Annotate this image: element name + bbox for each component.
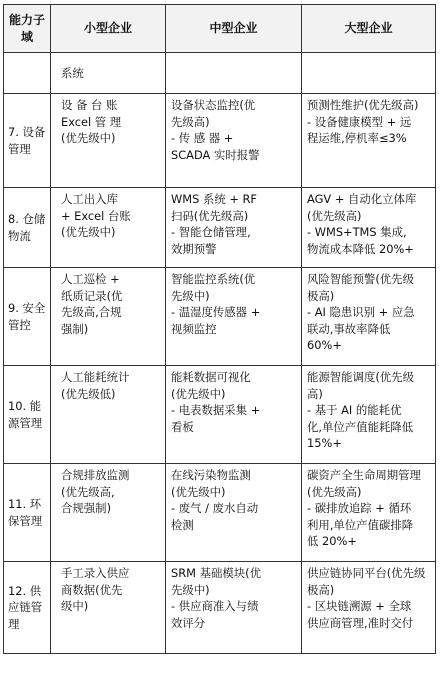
cell-line: 强制) xyxy=(61,321,89,336)
cell-line: 检测 xyxy=(171,517,194,532)
cell-line: (优先级中) xyxy=(61,131,116,146)
cell-line: - 基于 AI 的能耗优 xyxy=(307,403,402,418)
cell-line: - 温湿度传感器 + xyxy=(171,305,261,320)
cell-line: - 碳排放追踪 + 循环 xyxy=(307,501,412,516)
cell-line: 在线污染物监测 xyxy=(171,468,251,482)
small-cell xyxy=(51,94,166,188)
medium-cell xyxy=(166,366,302,464)
header-small: 小型企业 xyxy=(51,5,166,53)
cell-line: AGV + 自动化立体库 xyxy=(307,192,417,206)
table-row-continuation xyxy=(4,53,436,94)
cell-line: (优先级高, xyxy=(61,484,115,499)
medium-cell xyxy=(166,562,302,654)
large-cell xyxy=(302,464,436,562)
header-area: 能力子域 xyxy=(4,5,51,53)
cell-line: 联动,事故率降低 xyxy=(307,321,391,336)
table-row xyxy=(4,94,436,188)
area-cell xyxy=(4,53,51,94)
cell-line: 碳资产全生命周期管理 xyxy=(307,468,421,482)
medium-cell xyxy=(166,464,302,562)
cell-line: 视频监控 xyxy=(171,321,217,336)
small-cell xyxy=(51,53,166,94)
cell-line: 利用,单位产值碳排降 xyxy=(307,517,414,532)
cell-line: 效评分 xyxy=(171,615,206,630)
table-row xyxy=(4,464,436,562)
cell-line: 级中) xyxy=(61,599,89,614)
cell-line: Excel 管 理 xyxy=(61,114,122,129)
cell-line: 极高) xyxy=(307,582,335,597)
area-cell: 9. 安全管控 xyxy=(4,268,51,366)
cell-line: 能耗数据可视化 xyxy=(171,370,251,384)
large-cell xyxy=(302,366,436,464)
cell-line: 人工巡检 + xyxy=(61,272,120,286)
small-cell xyxy=(51,562,166,654)
large-cell xyxy=(302,188,436,268)
small-cell xyxy=(51,188,166,268)
cell-line: 供应链协同平台(优先级 xyxy=(307,566,426,580)
cell-line: 预测性维护(优先级高) xyxy=(307,98,419,112)
cell-line: 极高) xyxy=(307,288,335,303)
cell-line: 看板 xyxy=(171,419,194,434)
cell-line: 人工出入库 xyxy=(61,192,118,206)
cell-line: 高) xyxy=(307,386,323,401)
area-cell: 7. 设备管理 xyxy=(4,94,51,188)
table-row xyxy=(4,562,436,654)
cell-line: - AI 隐患识别 + 应急 xyxy=(307,305,415,320)
medium-cell xyxy=(166,188,302,268)
medium-cell xyxy=(166,53,302,94)
header-large: 大型企业 xyxy=(302,5,436,53)
cell-line: 智能监控系统(优 xyxy=(171,272,256,286)
cell-line: - 电表数据采集 + xyxy=(171,403,261,418)
cell-line: 化,单位产值能耗降低 xyxy=(307,419,414,434)
cell-line: 风险智能预警(优先级 xyxy=(307,272,414,286)
cell-line: 能源智能调度(优先级 xyxy=(307,370,414,384)
cell-line: - 区块链溯源 + 全球 xyxy=(307,599,412,614)
cell-line: 先级高) xyxy=(171,114,210,129)
medium-cell xyxy=(166,268,302,366)
cell-line: 合规排放监测 xyxy=(61,468,130,482)
cell-line: - 供应商准入与绩 xyxy=(171,599,259,614)
cell-line: (优先级低) xyxy=(61,386,116,401)
table-row xyxy=(4,188,436,268)
area-cell: 12. 供应链管理 xyxy=(4,562,51,654)
medium-cell xyxy=(166,94,302,188)
cell-line: - 传 感 器 + xyxy=(171,131,234,146)
cell-line: SRM 基础模块(优 xyxy=(171,566,261,580)
cell-line: - 智能仓储管理, xyxy=(171,225,251,240)
cell-line: 合规强制) xyxy=(61,501,112,516)
cell-line: WMS 系统 + RF xyxy=(171,192,257,206)
capability-table xyxy=(3,4,436,654)
cell-line: (优先级中) xyxy=(61,225,116,240)
cell-line: 物流成本降低 20%+ xyxy=(307,241,414,256)
cell-line: 供应商管理,准时交付 xyxy=(307,615,414,630)
cell-line: (优先级中) xyxy=(171,484,226,499)
small-cell xyxy=(51,366,166,464)
cell-line: 人工能耗统计 xyxy=(61,370,130,384)
small-cell xyxy=(51,464,166,562)
large-cell xyxy=(302,53,436,94)
cell-line: 手工录入供应 xyxy=(61,566,130,580)
cell-line: 先级高,合规 xyxy=(61,305,122,320)
cell-line: 扫码(优先级高) xyxy=(171,208,249,223)
table-row xyxy=(4,268,436,366)
area-cell: 10. 能源管理 xyxy=(4,366,51,464)
cell-line: 先级中) xyxy=(171,288,210,303)
cell-line: (优先级高) xyxy=(307,208,362,223)
cell-line: 先级中) xyxy=(171,582,210,597)
cell-line: (优先级中) xyxy=(171,386,226,401)
large-cell xyxy=(302,268,436,366)
large-cell xyxy=(302,94,436,188)
header-medium: 中型企业 xyxy=(166,5,302,53)
large-cell xyxy=(302,562,436,654)
small-cell xyxy=(51,268,166,366)
cell-line: 60%+ xyxy=(307,338,342,353)
cell-line: - 废气 / 废水自动 xyxy=(171,501,259,516)
cell-line: - WMS+TMS 集成, xyxy=(307,225,407,240)
area-cell: 11. 环保管理 xyxy=(4,464,51,562)
small-text: 系统 xyxy=(61,65,84,80)
cell-line: + Excel 台账 xyxy=(61,208,131,223)
area-cell: 8. 仓储物流 xyxy=(4,188,51,268)
cell-line: 设 备 台 账 xyxy=(61,98,118,112)
cell-line: 商数据(优先 xyxy=(61,582,123,597)
table-row xyxy=(4,366,436,464)
cell-line: - 设备健康模型 + 远 xyxy=(307,114,412,129)
cell-line: 程运维,停机率≤3% xyxy=(307,131,407,146)
cell-line: SCADA 实时报警 xyxy=(171,147,260,162)
cell-line: 设备状态监控(优 xyxy=(171,98,256,112)
cell-line: 低 20%+ xyxy=(307,534,357,549)
table-body xyxy=(4,94,436,654)
header-row xyxy=(4,5,436,53)
cell-line: 纸质记录(优 xyxy=(61,288,123,303)
cell-line: (优先级高) xyxy=(307,484,362,499)
cell-line: 效期预警 xyxy=(171,241,217,256)
cell-line: 15%+ xyxy=(307,436,342,451)
